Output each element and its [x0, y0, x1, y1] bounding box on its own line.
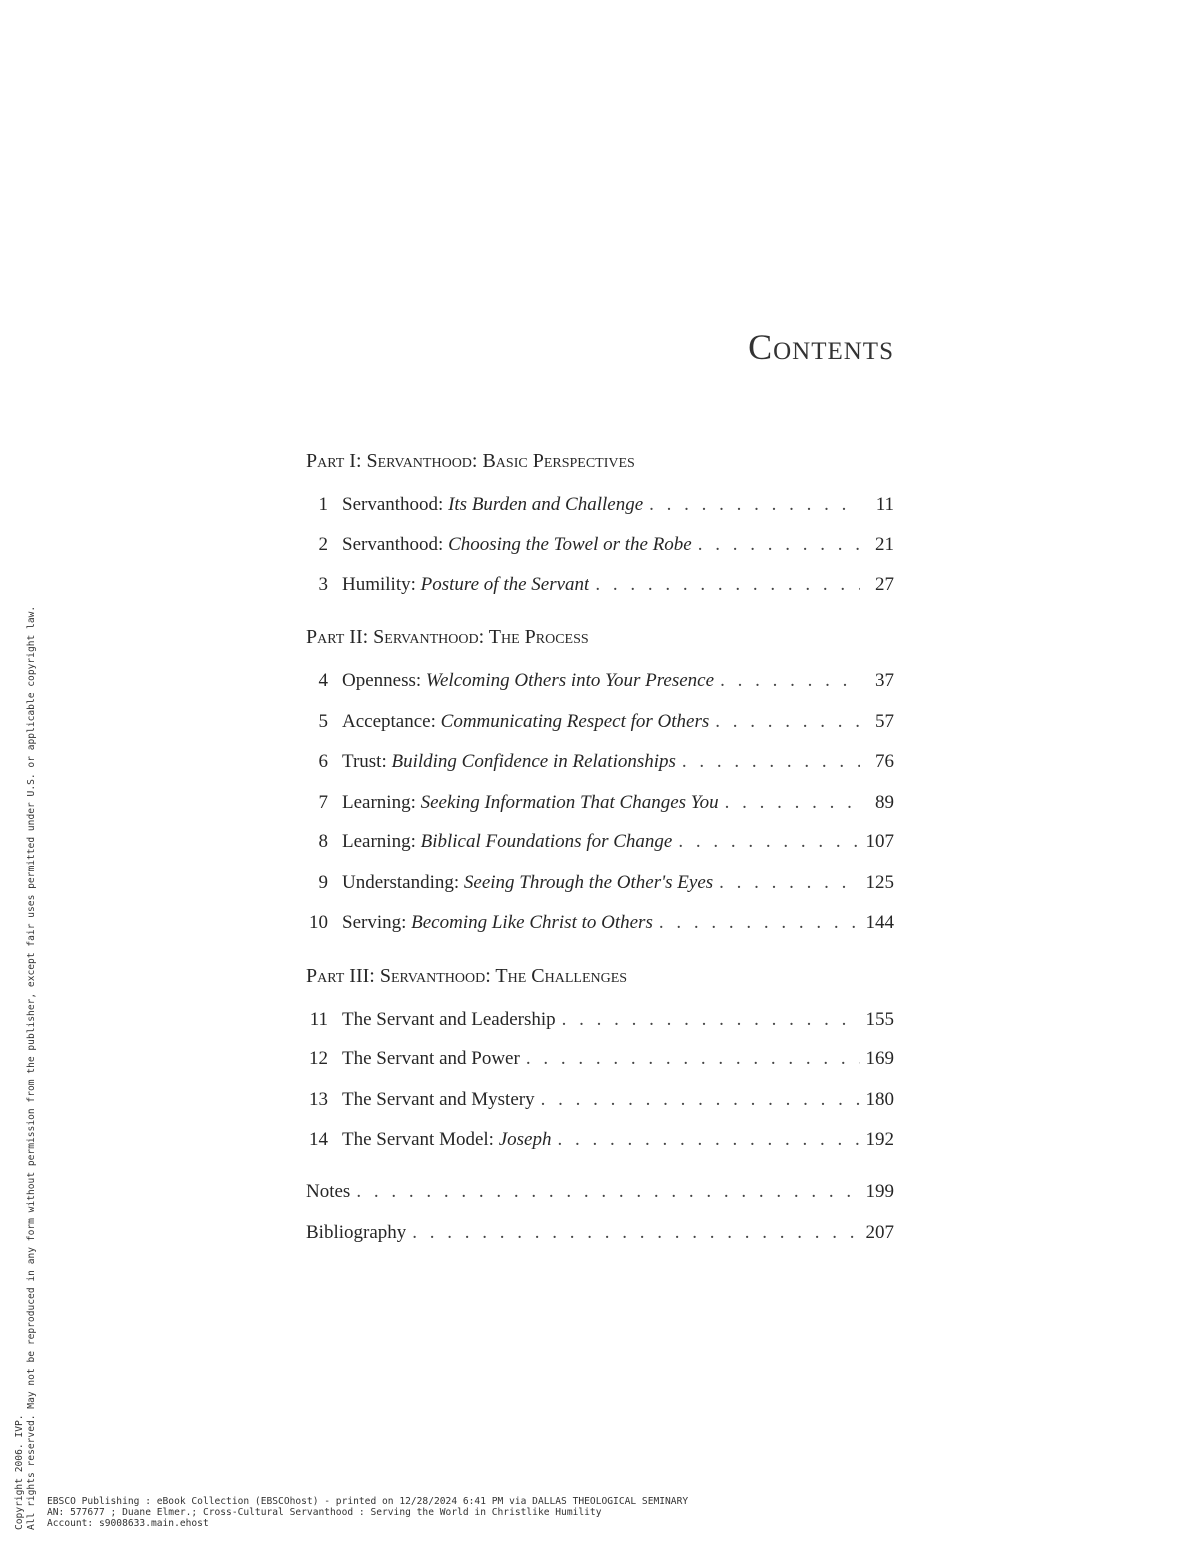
chapter-number: 9	[318, 872, 328, 893]
chapter-title: Humility: Posture of the Servant	[342, 574, 590, 595]
page-number: 155	[865, 1009, 894, 1030]
chapter-number: 12	[309, 1048, 328, 1069]
toc-entry[interactable]	[306, 534, 894, 560]
toc-entry[interactable]	[306, 912, 894, 938]
toc-entry-notes[interactable]	[306, 1181, 894, 1207]
page-number: 27	[875, 574, 894, 595]
dot-leader	[595, 574, 860, 596]
page-number: 89	[875, 792, 894, 813]
dot-leader	[557, 1129, 859, 1151]
footer-line: Account: s9008633.main.ehost	[47, 1518, 209, 1529]
chapter-number: 7	[318, 792, 328, 813]
chapter-number: 10	[309, 912, 328, 933]
chapter-number: 8	[318, 831, 328, 852]
footer-line: AN: 577677 ; Duane Elmer.; Cross-Cultural Servanthood : Serving the World in Christlike Humility	[47, 1507, 602, 1518]
chapter-title: Learning: Biblical Foundations for Change	[342, 831, 673, 852]
toc-entry[interactable]	[306, 1048, 894, 1074]
page-number: 76	[875, 751, 894, 772]
side-note-line: Copyright 2006. IVP.	[14, 1414, 25, 1530]
chapter-number: 11	[309, 1009, 328, 1030]
part-heading-2: Part II: Servanthood: The Process	[306, 626, 589, 648]
chapter-title: Learning: Seeking Information That Changes You	[342, 792, 719, 813]
dot-leader	[682, 751, 860, 773]
chapter-number: 3	[318, 574, 328, 595]
dot-leader	[412, 1222, 859, 1244]
page-number: 207	[865, 1222, 894, 1243]
chapter-number: 2	[318, 534, 328, 555]
footer-line: EBSCO Publishing : eBook Collection (EBSCOhost) - printed on 12/28/2024 6:41 PM via DALLAS THEOLOGICAL SEMINARY	[47, 1496, 689, 1507]
page-number: 180	[865, 1089, 894, 1110]
page-number: 21	[875, 534, 894, 555]
chapter-number: 5	[318, 711, 328, 732]
toc-entry[interactable]	[306, 1089, 894, 1115]
chapter-title: Servanthood: Choosing the Towel or the Robe	[342, 534, 692, 555]
toc-entry[interactable]	[306, 1129, 894, 1155]
dot-leader	[678, 831, 859, 853]
back-matter-title: Notes	[306, 1181, 351, 1202]
chapter-number: 6	[318, 751, 328, 772]
dot-leader	[719, 872, 859, 894]
chapter-title: Serving: Becoming Like Christ to Others	[342, 912, 653, 933]
page-number: 37	[875, 670, 894, 691]
chapter-title: Trust: Building Confidence in Relationships	[342, 751, 676, 772]
toc-entry[interactable]	[306, 751, 894, 777]
toc-entry[interactable]	[306, 711, 894, 737]
page-title: Contents	[748, 327, 894, 367]
page-number: 57	[875, 711, 894, 732]
page-number: 169	[865, 1048, 894, 1069]
toc-entry[interactable]	[306, 574, 894, 600]
page-number: 144	[865, 912, 894, 933]
page-number: 199	[865, 1181, 894, 1202]
chapter-title: Understanding: Seeing Through the Other's Eyes	[342, 872, 714, 893]
dot-leader	[725, 792, 860, 814]
dot-leader	[720, 670, 860, 692]
dot-leader	[715, 711, 860, 733]
dot-leader	[541, 1089, 860, 1111]
chapter-title: Servanthood: Its Burden and Challenge	[342, 494, 644, 515]
chapter-title: The Servant Model: Joseph	[342, 1129, 552, 1150]
toc-entry[interactable]	[306, 670, 894, 696]
chapter-title: Openness: Welcoming Others into Your Presence	[342, 670, 715, 691]
toc-entry-bibliography[interactable]	[306, 1222, 894, 1248]
dot-leader	[356, 1181, 859, 1203]
chapter-number: 1	[318, 494, 328, 515]
chapter-title: The Servant and Leadership	[342, 1009, 556, 1030]
page-number: 11	[875, 494, 894, 515]
toc-entry[interactable]	[306, 792, 894, 818]
dot-leader	[659, 912, 860, 934]
copyright-side-note	[14, 606, 38, 1530]
page-number: 107	[865, 831, 894, 852]
chapter-title: The Servant and Mystery	[342, 1089, 535, 1110]
toc-entry[interactable]	[306, 494, 894, 520]
toc-entry[interactable]	[306, 872, 894, 898]
dot-leader	[562, 1009, 860, 1031]
dot-leader	[698, 534, 860, 556]
dot-leader	[526, 1048, 860, 1070]
side-note-line: All rights reserved. May not be reproduced in any form without permission from the publisher, except fair uses permitted under U.S. or applicable copyright law.	[26, 605, 37, 1530]
page-number: 192	[865, 1129, 894, 1150]
part-heading-3: Part III: Servanthood: The Challenges	[306, 965, 628, 987]
chapter-title: Acceptance: Communicating Respect for Others	[342, 711, 710, 732]
page-number: 125	[865, 872, 894, 893]
chapter-number: 14	[309, 1129, 328, 1150]
chapter-number: 13	[309, 1089, 328, 1110]
dot-leader	[649, 494, 860, 516]
toc-entry[interactable]	[306, 831, 894, 857]
ebsco-footer	[47, 1496, 688, 1529]
toc-entry[interactable]	[306, 1009, 894, 1035]
chapter-number: 4	[318, 670, 328, 691]
part-heading-1: Part I: Servanthood: Basic Perspectives	[306, 450, 635, 472]
chapter-title: The Servant and Power	[342, 1048, 520, 1069]
back-matter-title: Bibliography	[306, 1222, 407, 1243]
